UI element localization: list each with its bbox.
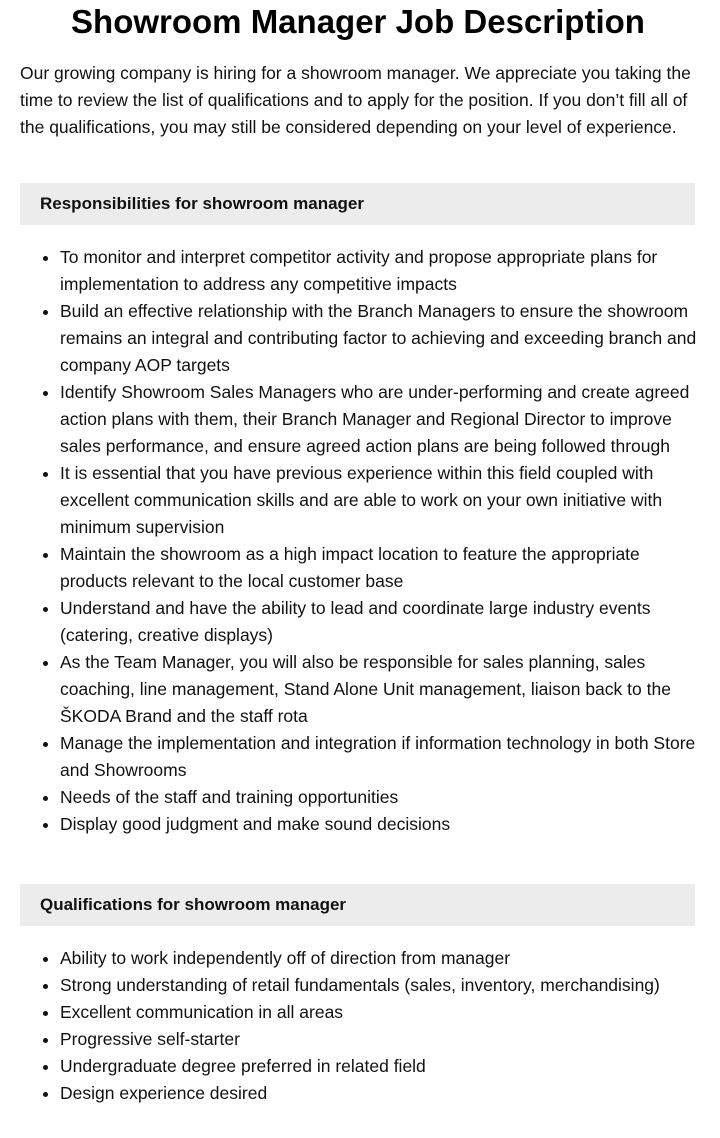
qualifications-list: [20, 945, 710, 1107]
page-title: Showroom Manager Job Description: [71, 3, 645, 40]
responsibilities-list: [20, 244, 710, 838]
list-item: • Identify Showroom Sales Managers who are under-performing and create agreed action plans with them, their Branch Manager and Regional Director to improve sales performance, and ensure agreed action plans are being followed through: [60, 379, 710, 460]
list-item: • As the Team Manager, you will also be responsible for sales planning, sales coaching, line management, Stand Alone Unit management, liaison back to the ŠKODA Brand and the staff rota: [60, 649, 710, 730]
list-item: • Display good judgment and make sound decisions: [60, 811, 710, 838]
list-item: • It is essential that you have previous experience within this field coupled with excellent communication skills and are able to work on your own initiative with minimum supervision: [60, 460, 710, 541]
intro-paragraph: Our growing company is hiring for a showroom manager. We appreciate you taking the time to review the list of qualifications and to apply for the position. If you don’t fill all of the qualifications, you may still be considered depending on your level of experience.: [20, 63, 691, 137]
list-item: • Understand and have the ability to lead and coordinate large industry events (catering, creative displays): [60, 595, 710, 649]
list-item: • Progressive self-starter: [60, 1026, 710, 1053]
list-item: • Strong understanding of retail fundamentals (sales, inventory, merchandising): [60, 972, 710, 999]
responsibilities-heading: Responsibilities for showroom manager: [20, 183, 695, 225]
qualifications-heading: Qualifications for showroom manager: [20, 884, 695, 926]
list-item: • Maintain the showroom as a high impact location to feature the appropriate products relevant to the local customer base: [60, 541, 710, 595]
list-item: • To monitor and interpret competitor activity and propose appropriate plans for implementation to address any competitive impacts: [60, 244, 710, 298]
list-item: • Excellent communication in all areas: [60, 999, 710, 1026]
list-item: • Design experience desired: [60, 1080, 710, 1107]
list-item: • Needs of the staff and training opportunities: [60, 784, 710, 811]
list-item: • Undergraduate degree preferred in related field: [60, 1053, 710, 1080]
list-item: • Ability to work independently off of direction from manager: [60, 945, 710, 972]
list-item: • Manage the implementation and integration if information technology in both Store and Showrooms: [60, 730, 710, 784]
list-item: • Build an effective relationship with the Branch Managers to ensure the showroom remains an integral and contributing factor to achieving and exceeding branch and company AOP targets: [60, 298, 710, 379]
